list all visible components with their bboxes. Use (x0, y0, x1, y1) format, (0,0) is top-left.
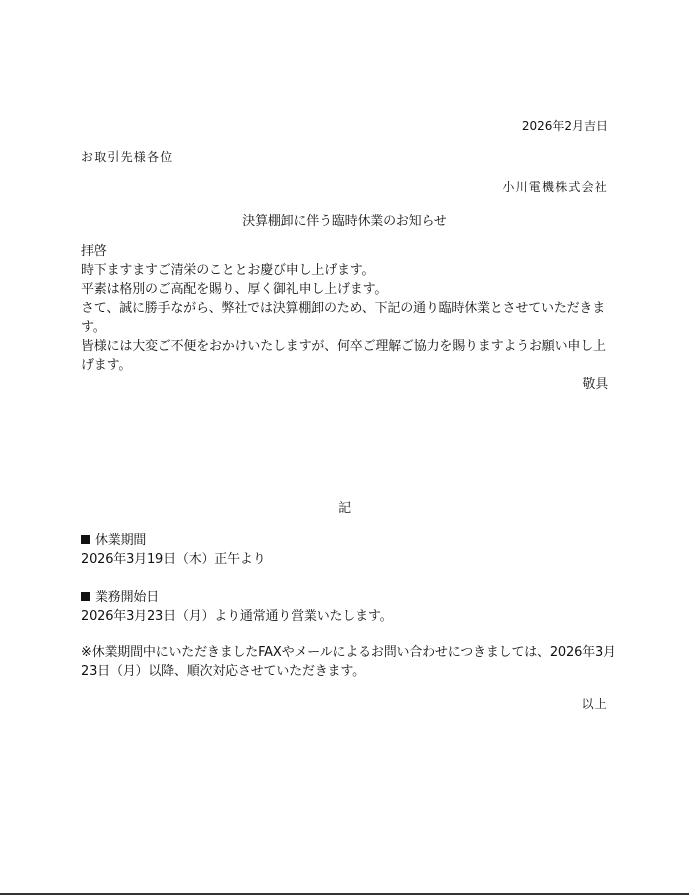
opening-salutation: 拝啓 (81, 244, 107, 259)
body-line: 平素は格別のご高配を賜り、厚く御礼申し上げます。 (81, 282, 388, 297)
section-content: 2026年3月19日（木）正午より (81, 552, 266, 567)
recipient: お取引先様各位 (81, 150, 174, 164)
body-line: 時下ますますご清栄のこととお慶び申し上げます。 (81, 263, 375, 278)
section-heading-label: 業務開始日 (95, 590, 160, 605)
body-line: さて、誠に勝手ながら、弊社では決算棚卸のため、下記の通り臨時休業とさせていただきま (81, 301, 606, 316)
note-line: ※休業期間中にいただきましたFAXやメールによるお問い合わせにつきましては、2026年3月 (81, 645, 616, 660)
body-line: 皆様には大変ご不便をおかけいたしますが、何卒ご理解ご協力を賜りますようお願い申し上 (81, 339, 606, 354)
document-date: 2026年2月吉日 (521, 119, 608, 133)
closing-salutation: 敬具 (582, 377, 608, 392)
body-line: げます。 (81, 358, 132, 373)
body-line: す。 (81, 320, 106, 335)
ki-heading: 記 (338, 501, 351, 516)
sender-company: 小川電機株式会社 (502, 180, 608, 194)
note-line: 23日（月）以降、順次対応させていただきます。 (81, 664, 365, 679)
section-heading (81, 590, 159, 606)
black-square-icon (81, 592, 90, 601)
document-title: 決算棚卸に伴う臨時休業のお知らせ (242, 214, 447, 229)
section-heading (81, 533, 146, 549)
section-heading-label: 休業期間 (95, 533, 147, 548)
black-square-icon (81, 535, 90, 544)
end-mark: 以上 (581, 697, 608, 711)
section-content: 2026年3月23日（月）より通常通り営業いたします。 (81, 609, 393, 624)
